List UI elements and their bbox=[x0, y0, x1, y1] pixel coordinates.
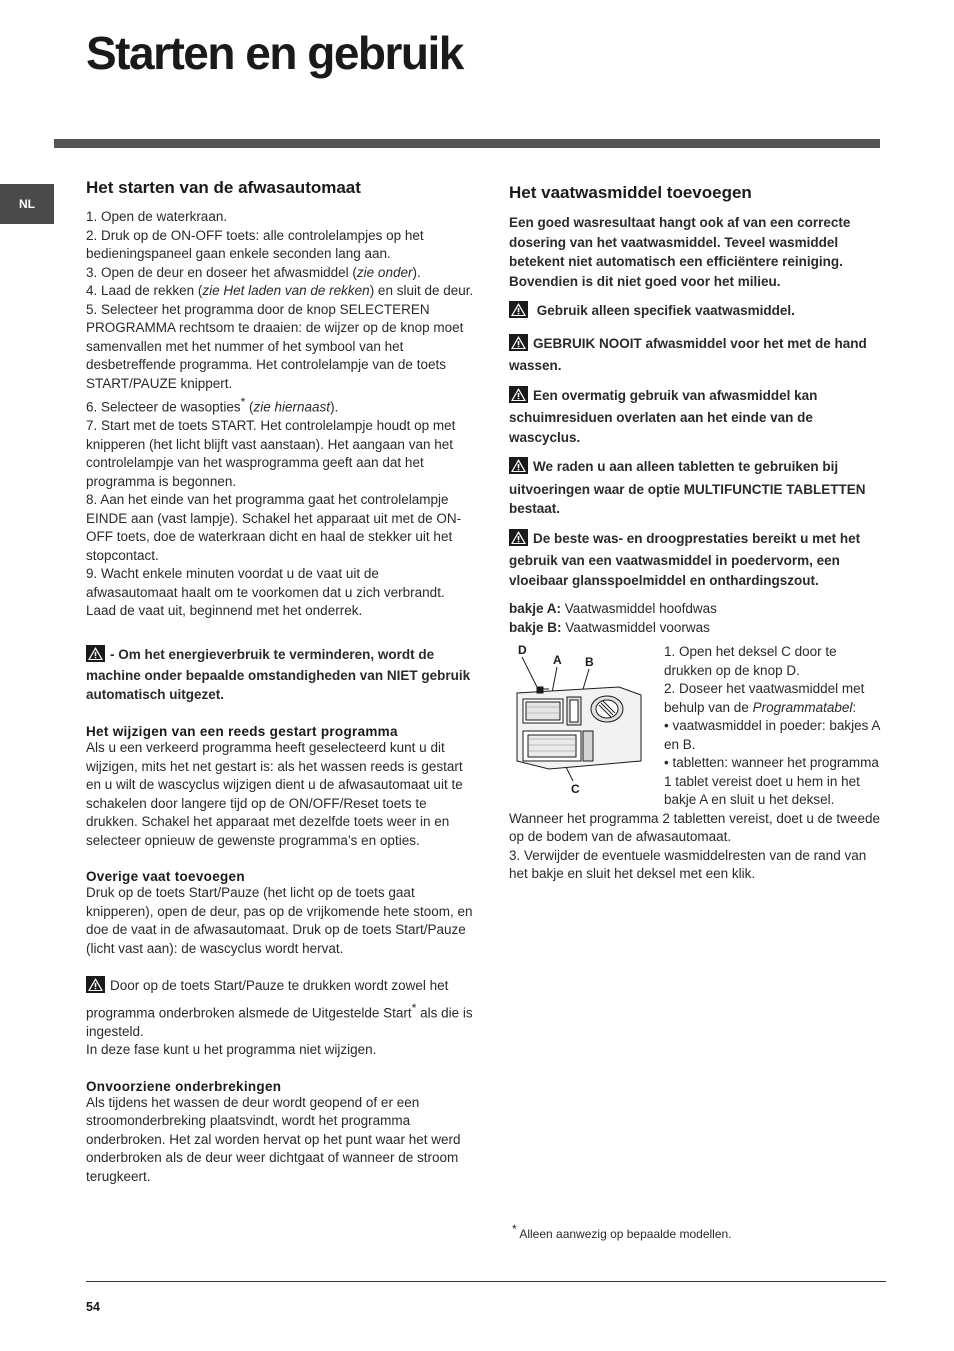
warning-text: Gebruik alleen specifiek vaatwasmiddel. bbox=[533, 303, 795, 318]
warning-icon bbox=[509, 301, 528, 324]
instr-1: 1. Open het deksel C door te drukken op de knop D. bbox=[664, 644, 837, 678]
left-column bbox=[86, 178, 474, 1186]
instr-2-text: 2. Doseer het vaatwasmiddel met behulp van de bbox=[664, 681, 865, 715]
interrupt-heading: Onvoorziene onderbrekingen bbox=[86, 1078, 282, 1094]
warning-item bbox=[509, 334, 887, 376]
interrupt-body: Als tijdens het wassen de deur wordt geopend of er een stroomonderbreking plaatsvindt, wordt het programma onderbroken. Het zal worden hervat op het punt waar het werd onderbroken als de deur weer dichtgaat of wanneer de stroom terugkeert. bbox=[86, 1094, 461, 1184]
header-rule bbox=[54, 139, 880, 148]
pause-note bbox=[86, 976, 474, 1060]
step-4 bbox=[86, 282, 474, 301]
detergent-intro: Een goed wasresultaat hangt ook af van een correcte dosering van het vaatwasmiddel. Teveel wasmiddel betekent niet automatisch een efficiëntere reiniging. Bovendien is dit niet goed voor het milieu. bbox=[509, 215, 851, 289]
step-1: 1. Open de waterkraan. bbox=[86, 209, 228, 224]
bakje-b bbox=[509, 619, 887, 638]
pause-note-star: * bbox=[411, 1000, 417, 1015]
dispenser-diagram bbox=[509, 643, 659, 803]
label-a: A bbox=[553, 653, 562, 667]
step-6-end: ). bbox=[330, 399, 339, 415]
bakje-b-label: bakje B: bbox=[509, 619, 562, 635]
instr-4: • tabletten: wanneer het programma 1 tablet vereist doet u hem in het bakje A en sluit u het deksel. Wanneer het programma 2 tabletten vereist, doet u de tweede op de bodem van de afwasautomaat. bbox=[509, 755, 880, 844]
footnote bbox=[512, 1222, 732, 1241]
step-3-end: ). bbox=[412, 264, 421, 280]
label-c: C bbox=[571, 782, 580, 796]
warning-text: We raden u aan alleen tabletten te gebruiken bij uitvoeringen waar de optie MULTIFUNCTIE TABLETTEN bestaat. bbox=[509, 459, 866, 516]
warning-text: De beste was- en droogprestaties bereikt u met het gebruik van een vaatwasmiddel in poedervorm, een vloeibaar glansspoelmiddel en onthardingszout. bbox=[509, 530, 861, 588]
bakje-b-text: Vaatwasmiddel voorwas bbox=[561, 619, 710, 635]
pause-note-line bbox=[86, 976, 474, 1041]
instr-5: 3. Verwijder de eventuele wasmiddelresten van de rand van het bakje en sluit het deksel met een klik. bbox=[509, 847, 867, 881]
warning-text: GEBRUIK NOOIT afwasmiddel voor het met de hand wassen. bbox=[509, 335, 867, 373]
warning-item bbox=[509, 529, 887, 591]
start-steps bbox=[86, 208, 474, 621]
warning-icon bbox=[86, 976, 105, 999]
warning-item bbox=[509, 301, 887, 324]
energy-note bbox=[86, 645, 474, 705]
step-6-paren: ( bbox=[245, 399, 254, 415]
step-5: 5. Selecteer het programma door de knop SELECTEREN PROGRAMMA rechtsom te draaien: de wijzer op de knop moet samenvallen met het nummer of het symbool van het desbetreffende programma. Het controlelampje van de toets START/PAUZE knippert. bbox=[86, 301, 464, 391]
step-3-ref: zie onder bbox=[356, 264, 413, 280]
warning-icon bbox=[509, 457, 528, 480]
step-3 bbox=[86, 264, 474, 283]
bakje-a-text: Vaatwasmiddel hoofdwas bbox=[561, 601, 717, 616]
step-6-text: 6. Selecteer de wasopties bbox=[86, 399, 241, 415]
bakje-info bbox=[509, 600, 887, 637]
instr-2-end: : bbox=[852, 699, 857, 715]
step-4-end: ) en sluit de deur. bbox=[369, 283, 474, 298]
footer-rule bbox=[86, 1281, 886, 1282]
language-tab: NL bbox=[0, 184, 54, 224]
change-heading: Het wijzigen van een reeds gestart programma bbox=[86, 724, 398, 739]
pause-note-second: In deze fase kunt u het programma niet wijzigen. bbox=[86, 1042, 377, 1057]
change-body: Als u een verkeerd programma heeft geselecteerd kunt u dit wijzigen, mits het net gestart is: als het wassen reeds is gestart en u wilt de wascyclus wijzigen dient u de afwasautomaat uit te schakelen door langere tijd op de ON/OFF/Reset toets te drukken. Schakel het apparaat met dezelfde toets weer in en selecteer opnieuw de gewenste programma’s en opties. bbox=[86, 740, 463, 848]
step-2: 2. Druk op de ON-OFF toets: alle controlelampjes op het bedieningspaneel gaan enkele seconden lang aan. bbox=[86, 227, 424, 261]
warning-text: Een overmatig gebruik van afwasmiddel kan schuimresiduen overlaten aan het einde van de wascyclus. bbox=[509, 387, 818, 445]
warning-item bbox=[509, 457, 887, 519]
section-heading-starting: Het starten van de afwasautomaat bbox=[86, 178, 361, 197]
warning-icon bbox=[86, 645, 105, 668]
warning-icon bbox=[509, 386, 528, 409]
step-6-ref: zie hiernaast bbox=[253, 399, 331, 415]
dispenser-instructions bbox=[509, 643, 887, 884]
warning-list bbox=[509, 301, 887, 590]
step-4-ref: zie Het laden van de rekken bbox=[202, 283, 370, 298]
label-d: D bbox=[518, 643, 527, 657]
page-title: Starten en gebruik bbox=[86, 27, 463, 79]
pause-note-text: Door op de toets Start/Pauze te drukken wordt zowel het programma onderbroken alsmede de Uitgestelde Start bbox=[86, 978, 449, 1020]
right-column bbox=[509, 183, 887, 884]
step-4-text: 4. Laad de rekken ( bbox=[86, 283, 203, 298]
bakje-a bbox=[509, 600, 887, 619]
step-9: 9. Wacht enkele minuten voordat u de vaat uit de afwasautomaat haalt om te voorkomen dat u zich verbrandt. Laad de vaat uit, beginnend met het onderrek. bbox=[86, 566, 445, 618]
instr-3: • vaatwasmiddel in poeder: bakjes A en B. bbox=[664, 718, 880, 752]
step-8: 8. Aan het einde van het programma gaat het controlelampje EINDE aan (vast lampje). Schakel het apparaat uit met de ON-OFF toets, doe de waterkraan dicht en haal de stekker uit het stopcontact. bbox=[86, 492, 462, 563]
warning-icon bbox=[509, 529, 528, 552]
section-heading-detergent: Het vaatwasmiddel toevoegen bbox=[509, 183, 752, 202]
pause-note-end: als die is ingesteld. bbox=[86, 1005, 473, 1039]
add-body: Druk op de toets Start/Pauze (het licht op de toets gaat knipperen), open de deur, pas op de vrijkomende hete stoom, en doe de vaat in de afwasautomaat. Druk op de toets Start/Pauze (licht vast aan): de wascyclus wordt hervat. bbox=[86, 885, 473, 956]
footnote-text: Alleen aanwezig op bepaalde modellen. bbox=[519, 1227, 732, 1241]
step-6 bbox=[86, 393, 474, 417]
warning-icon bbox=[509, 334, 528, 357]
page-number: 54 bbox=[86, 1300, 100, 1314]
bakje-a-label: bakje A: bbox=[509, 601, 562, 616]
step-6-star: * bbox=[240, 395, 246, 409]
label-b: B bbox=[585, 655, 594, 669]
footnote-star: * bbox=[512, 1222, 517, 1236]
instr-2-ref: Programmatabel bbox=[752, 699, 853, 715]
energy-note-text: - Om het energieverbruik te verminderen, wordt de machine onder bepaalde omstandigheden van NIET gebruik automatisch uitgezet. bbox=[86, 646, 471, 702]
step-3-text: 3. Open de deur en doseer het afwasmiddel ( bbox=[86, 264, 357, 280]
warning-item bbox=[509, 386, 887, 448]
add-heading: Overige vaat toevoegen bbox=[86, 869, 245, 884]
step-7: 7. Start met de toets START. Het controlelampje houdt op met knipperen (het licht blijft vast aanstaan). Het aangaan van het controlelampje van het wasprogramma geeft aan dat het programma is begonnen. bbox=[86, 418, 456, 489]
